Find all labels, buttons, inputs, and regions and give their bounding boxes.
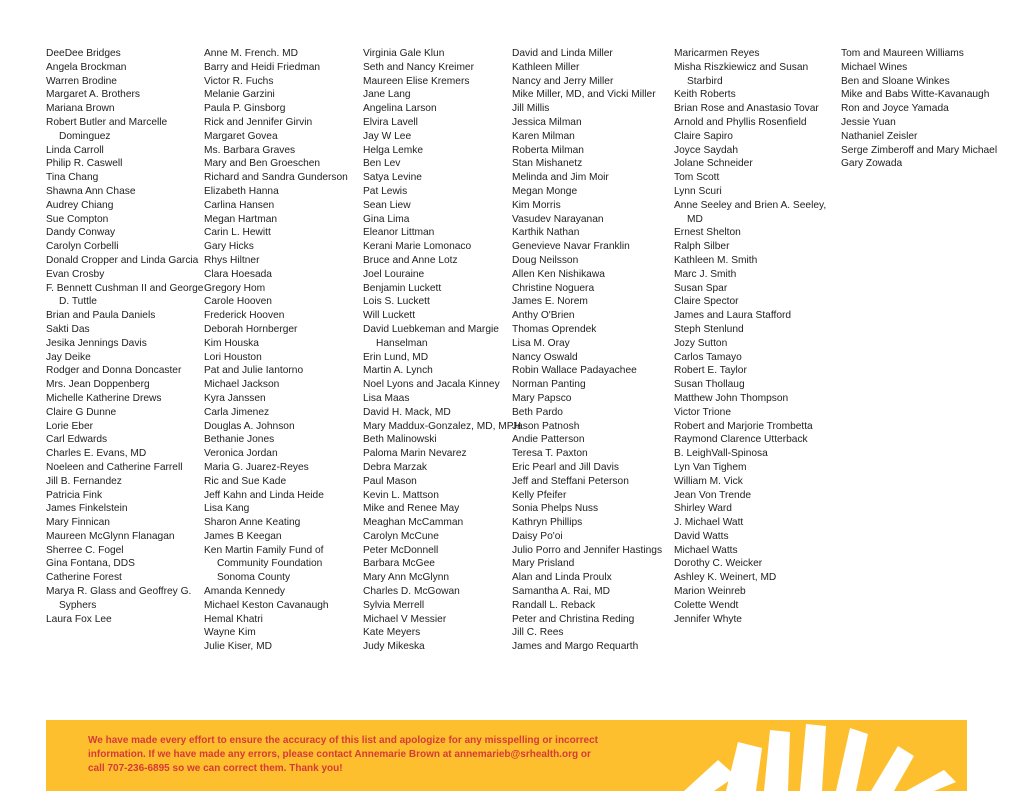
donor-name: Beth Pardo — [512, 406, 563, 418]
donor-name: Michael Jackson — [204, 379, 280, 391]
donor-name: Andie Patterson — [512, 434, 585, 446]
donor-name: Rodger and Donna Doncaster — [46, 365, 182, 377]
donor-name: Linda Carroll — [46, 144, 104, 156]
donor-name: Robin Wallace Padayachee — [512, 365, 637, 377]
donor-name: Beth Malinowski — [363, 434, 437, 446]
donor-name: Debra Marzak — [363, 461, 427, 473]
donor-name: Maureen Elise Kremers — [363, 75, 470, 87]
donor-name: Jesika Jennings Davis — [46, 337, 147, 349]
donor-name: Elvira Lavell — [363, 116, 418, 128]
donor-name: Victor Trione — [674, 406, 732, 418]
donor-name: Audrey Chiang — [46, 199, 114, 211]
donor-name: DeeDee Bridges — [46, 48, 121, 59]
donor-name: Lori Houston — [204, 351, 262, 363]
donor-name: Jolane Schneider — [674, 158, 753, 170]
donor-name: Robert E. Taylor — [674, 365, 747, 377]
donor-name: Evan Crosby — [46, 268, 105, 280]
donor-name: Lynn Scuri — [674, 185, 722, 197]
donor-name: William M. Vick — [674, 475, 743, 487]
donor-name: Mrs. Jean Doppenberg — [46, 379, 150, 391]
donor-name: Claire Spector — [674, 296, 739, 308]
donor-name: Catherine Forest — [46, 572, 122, 584]
donor-name: Ernest Shelton — [674, 227, 741, 239]
donor-name: Michael V Messier — [363, 613, 447, 625]
donor-name: Angelina Larson — [363, 103, 437, 115]
donor-name: Arnold and Phyllis Rosenfield — [674, 116, 807, 128]
donor-name: Ms. Barbara Graves — [204, 144, 296, 156]
donor-name: Ashley K. Weinert, MD — [674, 572, 777, 584]
donor-name: Kevin L. Mattson — [363, 489, 439, 501]
donor-name: Nancy Oswald — [512, 351, 578, 363]
donor-name: James E. Norem — [512, 296, 588, 308]
donor-name: Eleanor Littman — [363, 227, 435, 239]
donor-name: Karen Milman — [512, 130, 575, 142]
donor-name: Benjamin Luckett — [363, 282, 442, 294]
donor-name: Brian Rose and Anastasio Tovar — [674, 103, 819, 115]
donor-name: Joel Louraine — [363, 268, 425, 280]
donor-name: Sherree C. Fogel — [46, 544, 124, 556]
donor-name: Gregory Hom — [204, 282, 266, 294]
donor-name: Thomas Oprendek — [512, 323, 597, 335]
donor-name: Mariana Brown — [46, 103, 115, 115]
donor-name: Wayne Kim — [204, 627, 256, 639]
donor-name: Alan and Linda Proulx — [512, 572, 612, 584]
donor-name: Kate Meyers — [363, 627, 421, 639]
donor-column-6 — [841, 47, 999, 171]
donor-name: Sue Compton — [46, 213, 109, 225]
donor-name: Christine Noguera — [512, 282, 595, 294]
donor-name: Mary Papsco — [512, 392, 572, 404]
donor-name: Robert Butler and Marcelle Dominguez — [46, 116, 168, 142]
donor-name: Kathleen Miller — [512, 61, 580, 73]
donor-name: Lisa Kang — [204, 503, 250, 515]
donor-name: Charles D. McGowan — [363, 586, 460, 598]
donor-name: Lorie Eber — [46, 420, 94, 432]
donor-name: Jeff Kahn and Linda Heide — [204, 489, 324, 501]
donor-name: Erin Lund, MD — [363, 351, 429, 363]
donor-name: Tina Chang — [46, 172, 99, 184]
donor-name: F. Bennett Cushman II and George D. Tuttle — [46, 282, 204, 308]
donor-name: Kathleen M. Smith — [674, 254, 758, 266]
donor-name: Carolyn Corbelli — [46, 241, 119, 253]
donor-name: Laura Fox Lee — [46, 613, 112, 625]
donor-name: Bethanie Jones — [204, 434, 275, 446]
donor-name: Keith Roberts — [674, 89, 736, 101]
donor-name: Gina Fontana, DDS — [46, 558, 135, 570]
donor-name: Matthew John Thompson — [674, 392, 789, 404]
donor-name: Megan Monge — [512, 185, 578, 197]
donor-name: Jill C. Rees — [512, 627, 564, 639]
donor-name: Jessica Milman — [512, 116, 582, 128]
donor-name: Susan Spar — [674, 282, 728, 294]
donor-name: Pat Lewis — [363, 185, 408, 197]
donor-name: Carin L. Hewitt — [204, 227, 271, 239]
donor-name: Anne Seeley and Brien A. Seeley, MD — [674, 199, 827, 225]
donor-name: Satya Levine — [363, 172, 422, 184]
donor-name: Nancy and Jerry Miller — [512, 75, 614, 87]
donor-name: Barbara McGee — [363, 558, 435, 570]
donor-name: Mary and Ben Groeschen — [204, 158, 321, 170]
donor-name: Shirley Ward — [674, 503, 732, 515]
donor-name: Gary Zowada — [841, 158, 903, 170]
donor-name: Eric Pearl and Jill Davis — [512, 461, 620, 473]
donor-list — [46, 47, 998, 687]
donor-name: David Watts — [674, 530, 729, 542]
donor-name: Misha Riszkiewicz and Susan Starbird — [674, 61, 809, 87]
donor-name: Tom Scott — [674, 172, 720, 184]
donor-name: Kim Morris — [512, 199, 561, 211]
donor-name: Ben and Sloane Winkes — [841, 75, 950, 87]
donor-name: Randall L. Reback — [512, 599, 596, 611]
donor-name: Meaghan McCamman — [363, 517, 464, 529]
donor-name: Rick and Jennifer Girvin — [204, 116, 313, 128]
donor-column-5 — [674, 47, 832, 626]
donor-name: Susan Thollaug — [674, 379, 745, 391]
donor-name: Dorothy C. Weicker — [674, 558, 763, 570]
donor-name: James Finkelstein — [46, 503, 128, 515]
donor-name: Mary Finnican — [46, 517, 110, 529]
donor-name: Jason Patnosh — [512, 420, 580, 432]
donor-name: Claire G Dunne — [46, 406, 117, 418]
donor-name: Carlos Tamayo — [674, 351, 742, 363]
donor-name: Sean Liew — [363, 199, 411, 211]
accuracy-notice: We have made every effort to ensure the accuracy of this list and apologize for any misspelling or incorrect information. If we have made any errors, please contact Annemarie Brown at annemarieb@srhealth.org or call 707-236-6895 so we can correct them. Thank you! — [88, 735, 598, 774]
donor-name: Colette Wendt — [674, 599, 739, 611]
donor-name: Paul Mason — [363, 475, 417, 487]
donor-name: Carolyn McCune — [363, 530, 439, 542]
donor-name: Virginia Gale Klun — [363, 48, 445, 59]
donor-name: Douglas A. Johnson — [204, 420, 295, 432]
sunburst-rays-icon — [666, 720, 967, 791]
donor-name: Doug Neilsson — [512, 254, 579, 266]
donor-name: Pat and Julie Iantorno — [204, 365, 304, 377]
donor-name: Noeleen and Catherine Farrell — [46, 461, 183, 473]
donor-name: Kelly Pfeifer — [512, 489, 567, 501]
footer-banner — [46, 720, 967, 791]
donor-name: Peter McDonnell — [363, 544, 439, 556]
donor-name: Marc J. Smith — [674, 268, 737, 280]
donor-name: Serge Zimberoff and Mary Michael — [841, 144, 998, 156]
donor-name: Jill Millis — [512, 103, 550, 115]
donor-name: Veronica Jordan — [204, 448, 278, 460]
donor-name: Jessie Yuan — [841, 116, 896, 128]
donor-name: Michelle Katherine Drews — [46, 392, 162, 404]
donor-column-4 — [512, 47, 670, 654]
donor-name: David H. Mack, MD — [363, 406, 451, 418]
donor-name: Margaret A. Brothers — [46, 89, 140, 101]
donor-name: Judy Mikeska — [363, 641, 425, 653]
donor-name: Warren Brodine — [46, 75, 117, 87]
donor-name: Lisa Maas — [363, 392, 410, 404]
donor-name: Sonia Phelps Nuss — [512, 503, 599, 515]
donor-name: Richard and Sandra Gunderson — [204, 172, 348, 184]
donor-name: Jill B. Fernandez — [46, 475, 122, 487]
donor-name: Marya R. Glass and Geoffrey G. Syphers — [46, 586, 192, 611]
donor-name: Kim Houska — [204, 337, 259, 349]
donor-name: Helga Lemke — [363, 144, 424, 156]
donor-name: Steph Stenlund — [674, 323, 744, 335]
donor-name: Karthik Nathan — [512, 227, 580, 239]
donor-name: Lyn Van Tighem — [674, 461, 747, 473]
donor-name: Anne M. French. MD — [204, 48, 298, 59]
donor-name: Lois S. Luckett — [363, 296, 430, 308]
donor-name: Melinda and Jim Moir — [512, 172, 609, 184]
donor-name: Joyce Saydah — [674, 144, 738, 156]
donor-name: Victor R. Fuchs — [204, 75, 274, 87]
donor-column-2 — [204, 47, 362, 654]
donor-name: Kerani Marie Lomonaco — [363, 241, 472, 253]
donor-name: Margaret Govea — [204, 130, 278, 142]
donor-name: Sharon Anne Keating — [204, 517, 301, 529]
donor-name: Tom and Maureen Williams — [841, 48, 964, 59]
donor-name: Jozy Sutton — [674, 337, 728, 349]
donor-name: Nathaniel Zeisler — [841, 130, 918, 142]
donor-name: Norman Panting — [512, 379, 586, 391]
donor-name: Mike and Babs Witte-Kavanaugh — [841, 89, 990, 101]
donor-name: Will Luckett — [363, 310, 416, 322]
donor-name: Charles E. Evans, MD — [46, 448, 147, 460]
donor-name: Jean Von Trende — [674, 489, 752, 501]
donor-name: Kyra Janssen — [204, 392, 266, 404]
donor-name: Deborah Hornberger — [204, 323, 298, 335]
donor-name: Mary Maddux-Gonzalez, MD, MPH — [363, 420, 521, 432]
donor-name: Kathryn Phillips — [512, 517, 583, 529]
donor-name: Stan Mishanetz — [512, 158, 583, 170]
donor-name: Peter and Christina Reding — [512, 613, 635, 625]
donor-name: Daisy Po'oi — [512, 530, 563, 542]
donor-name: Martin A. Lynch — [363, 365, 433, 377]
donor-name: Teresa T. Paxton — [512, 448, 588, 460]
donor-name: Mary Prisland — [512, 558, 575, 570]
donor-name: Carl Edwards — [46, 434, 108, 446]
donor-name: Jeff and Steffani Peterson — [512, 475, 629, 487]
donor-name: Brian and Paula Daniels — [46, 310, 156, 322]
donor-name: Barry and Heidi Friedman — [204, 61, 321, 73]
donor-name: Claire Sapiro — [674, 130, 733, 142]
donor-name: David and Linda Miller — [512, 48, 613, 59]
donor-name: Bruce and Anne Lotz — [363, 254, 458, 266]
donor-name: Philip R. Caswell — [46, 158, 123, 170]
donor-name: Genevieve Navar Franklin — [512, 241, 630, 253]
donor-name: David Luebkeman and Margie Hanselman — [363, 323, 499, 349]
donor-name: Paloma Marin Nevarez — [363, 448, 467, 460]
donor-name: Donald Cropper and Linda Garcia — [46, 254, 199, 266]
donor-name: Vasudev Narayanan — [512, 213, 604, 225]
donor-name: Amanda Kennedy — [204, 586, 285, 598]
donor-name: Seth and Nancy Kreimer — [363, 61, 474, 73]
donor-name: Dandy Conway — [46, 227, 116, 239]
donor-name: Sakti Das — [46, 323, 90, 335]
donor-name: Clara Hoesada — [204, 268, 272, 280]
donor-name: Roberta Milman — [512, 144, 584, 156]
donor-name: Raymond Clarence Utterback — [674, 434, 808, 446]
donor-name: Gina Lima — [363, 213, 410, 225]
donor-name: Jay W Lee — [363, 130, 412, 142]
donor-name: Anthy O'Brien — [512, 310, 575, 322]
donor-name: Hemal Khatri — [204, 613, 263, 625]
donor-name: Jennifer Whyte — [674, 613, 742, 625]
donor-name: Shawna Ann Chase — [46, 185, 136, 197]
donor-name: B. LeighVall-Spinosa — [674, 448, 768, 460]
donor-column-1 — [46, 47, 204, 626]
donor-name: Michael Watts — [674, 544, 738, 556]
donor-name: Jane Lang — [363, 89, 411, 101]
donor-name: Allen Ken Nishikawa — [512, 268, 605, 280]
donor-name: Mike Miller, MD, and Vicki Miller — [512, 89, 656, 101]
donor-name: Patricia Fink — [46, 489, 103, 501]
donor-column-3 — [363, 47, 521, 654]
donor-name: Maria G. Juarez-Reyes — [204, 461, 309, 473]
donor-name: Michael Wines — [841, 61, 908, 73]
donor-name: James and Laura Stafford — [674, 310, 792, 322]
donor-name: Julie Kiser, MD — [204, 641, 272, 653]
donor-name: Elizabeth Hanna — [204, 185, 279, 197]
donor-name: Ric and Sue Kade — [204, 475, 287, 487]
donor-name: J. Michael Watt — [674, 517, 744, 529]
donor-name: Ben Lev — [363, 158, 401, 170]
donor-name: James and Margo Requarth — [512, 641, 639, 653]
donor-name: Samantha A. Rai, MD — [512, 586, 610, 598]
donor-name: Robert and Marjorie Trombetta — [674, 420, 813, 432]
donor-name: Marion Weinreb — [674, 586, 746, 598]
donor-name: Megan Hartman — [204, 213, 278, 225]
donor-name: Michael Keston Cavanaugh — [204, 599, 329, 611]
donor-name: Sylvia Merrell — [363, 599, 425, 611]
donor-name: Melanie Garzini — [204, 89, 275, 101]
donor-name: Ken Martin Family Fund of Community Foundation Sonoma County — [204, 544, 324, 584]
donor-name: Mary Ann McGlynn — [363, 572, 450, 584]
donor-name: Julio Porro and Jennifer Hastings — [512, 544, 663, 556]
donor-name: James B Keegan — [204, 530, 282, 542]
donor-name: Paula P. Ginsborg — [204, 103, 286, 115]
donor-name: Angela Brockman — [46, 61, 127, 73]
donor-name: Gary Hicks — [204, 241, 254, 253]
donor-name: Maricarmen Reyes — [674, 48, 760, 59]
donor-name: Ralph Silber — [674, 241, 730, 253]
donor-name: Maureen McGlynn Flanagan — [46, 530, 175, 542]
donor-name: Carlina Hansen — [204, 199, 275, 211]
donor-name: Frederick Hooven — [204, 310, 285, 322]
donor-name: Carole Hooven — [204, 296, 272, 308]
donor-name: Rhys Hiltner — [204, 254, 260, 266]
donor-name: Mike and Renee May — [363, 503, 460, 515]
donor-name: Noel Lyons and Jacala Kinney — [363, 379, 500, 391]
donor-name: Jay Deike — [46, 351, 91, 363]
donor-name: Ron and Joyce Yamada — [841, 103, 949, 115]
donor-name: Carla Jimenez — [204, 406, 270, 418]
donor-name: Lisa M. Oray — [512, 337, 570, 349]
